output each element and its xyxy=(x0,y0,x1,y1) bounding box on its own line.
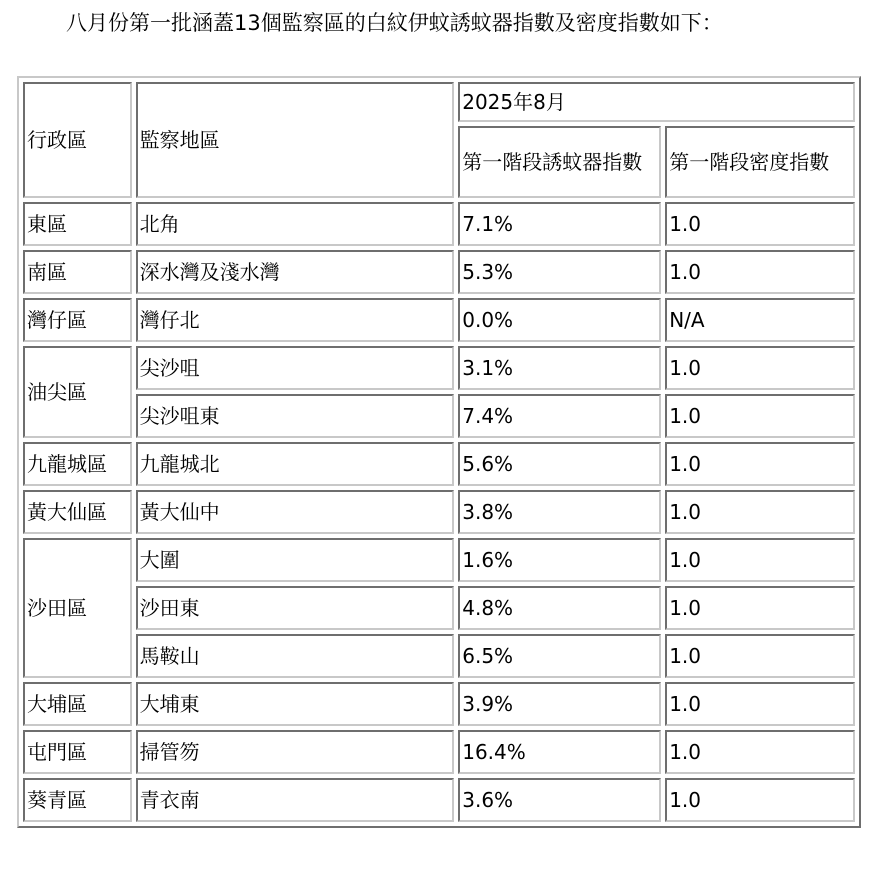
trap-index-cell: 0.0% xyxy=(458,298,661,342)
area-cell: 掃管笏 xyxy=(136,730,455,774)
header-area: 監察地區 xyxy=(136,82,455,198)
area-cell: 大圍 xyxy=(136,538,455,582)
area-cell: 黃大仙中 xyxy=(136,490,455,534)
density-index-cell: 1.0 xyxy=(665,250,855,294)
area-cell: 北角 xyxy=(136,202,455,246)
district-cell: 油尖區 xyxy=(23,346,132,438)
area-cell: 青衣南 xyxy=(136,778,455,822)
table-row xyxy=(23,778,855,822)
density-index-cell: 1.0 xyxy=(665,346,855,390)
density-index-cell: 1.0 xyxy=(665,634,855,678)
district-cell: 九龍城區 xyxy=(23,442,132,486)
trap-index-cell: 4.8% xyxy=(458,586,661,630)
area-cell: 尖沙咀 xyxy=(136,346,455,390)
mosquito-index-table xyxy=(17,76,861,828)
intro-text: 八月份第一批涵蓋13個監察區的白紋伊蚊誘蚊器指數及密度指數如下： xyxy=(66,11,723,35)
header-trap-index: 第一階段誘蚊器指數 xyxy=(458,126,661,198)
district-cell: 南區 xyxy=(23,250,132,294)
table-row xyxy=(23,394,855,438)
area-cell: 九龍城北 xyxy=(136,442,455,486)
table-row xyxy=(23,202,855,246)
header-density-index: 第一階段密度指數 xyxy=(665,126,855,198)
district-cell: 東區 xyxy=(23,202,132,246)
district-cell: 葵青區 xyxy=(23,778,132,822)
district-cell: 沙田區 xyxy=(23,538,132,678)
density-index-cell: N/A xyxy=(665,298,855,342)
trap-index-cell: 1.6% xyxy=(458,538,661,582)
trap-index-cell: 7.4% xyxy=(458,394,661,438)
density-index-cell: 1.0 xyxy=(665,538,855,582)
table-row xyxy=(23,634,855,678)
density-index-cell: 1.0 xyxy=(665,730,855,774)
trap-index-cell: 3.8% xyxy=(458,490,661,534)
district-cell: 黃大仙區 xyxy=(23,490,132,534)
trap-index-cell: 6.5% xyxy=(458,634,661,678)
density-index-cell: 1.0 xyxy=(665,490,855,534)
table-row xyxy=(23,730,855,774)
density-index-cell: 1.0 xyxy=(665,778,855,822)
district-cell: 屯門區 xyxy=(23,730,132,774)
area-cell: 深水灣及淺水灣 xyxy=(136,250,455,294)
table-row xyxy=(23,682,855,726)
area-cell: 沙田東 xyxy=(136,586,455,630)
trap-index-cell: 3.9% xyxy=(458,682,661,726)
header-district: 行政區 xyxy=(23,82,132,198)
density-index-cell: 1.0 xyxy=(665,682,855,726)
district-cell: 灣仔區 xyxy=(23,298,132,342)
table-header-row xyxy=(23,82,855,122)
area-cell: 灣仔北 xyxy=(136,298,455,342)
density-index-cell: 1.0 xyxy=(665,586,855,630)
area-cell: 大埔東 xyxy=(136,682,455,726)
table-row xyxy=(23,442,855,486)
table-row xyxy=(23,490,855,534)
district-cell: 大埔區 xyxy=(23,682,132,726)
trap-index-cell: 3.1% xyxy=(458,346,661,390)
trap-index-cell: 16.4% xyxy=(458,730,661,774)
area-cell: 馬鞍山 xyxy=(136,634,455,678)
table-row xyxy=(23,586,855,630)
trap-index-cell: 7.1% xyxy=(458,202,661,246)
trap-index-cell: 3.6% xyxy=(458,778,661,822)
density-index-cell: 1.0 xyxy=(665,202,855,246)
table-row xyxy=(23,298,855,342)
density-index-cell: 1.0 xyxy=(665,442,855,486)
header-period: 2025年8月 xyxy=(458,82,855,122)
area-cell: 尖沙咀東 xyxy=(136,394,455,438)
table-row xyxy=(23,346,855,390)
trap-index-cell: 5.3% xyxy=(458,250,661,294)
trap-index-cell: 5.6% xyxy=(458,442,661,486)
table-row xyxy=(23,538,855,582)
table-row xyxy=(23,250,855,294)
density-index-cell: 1.0 xyxy=(665,394,855,438)
